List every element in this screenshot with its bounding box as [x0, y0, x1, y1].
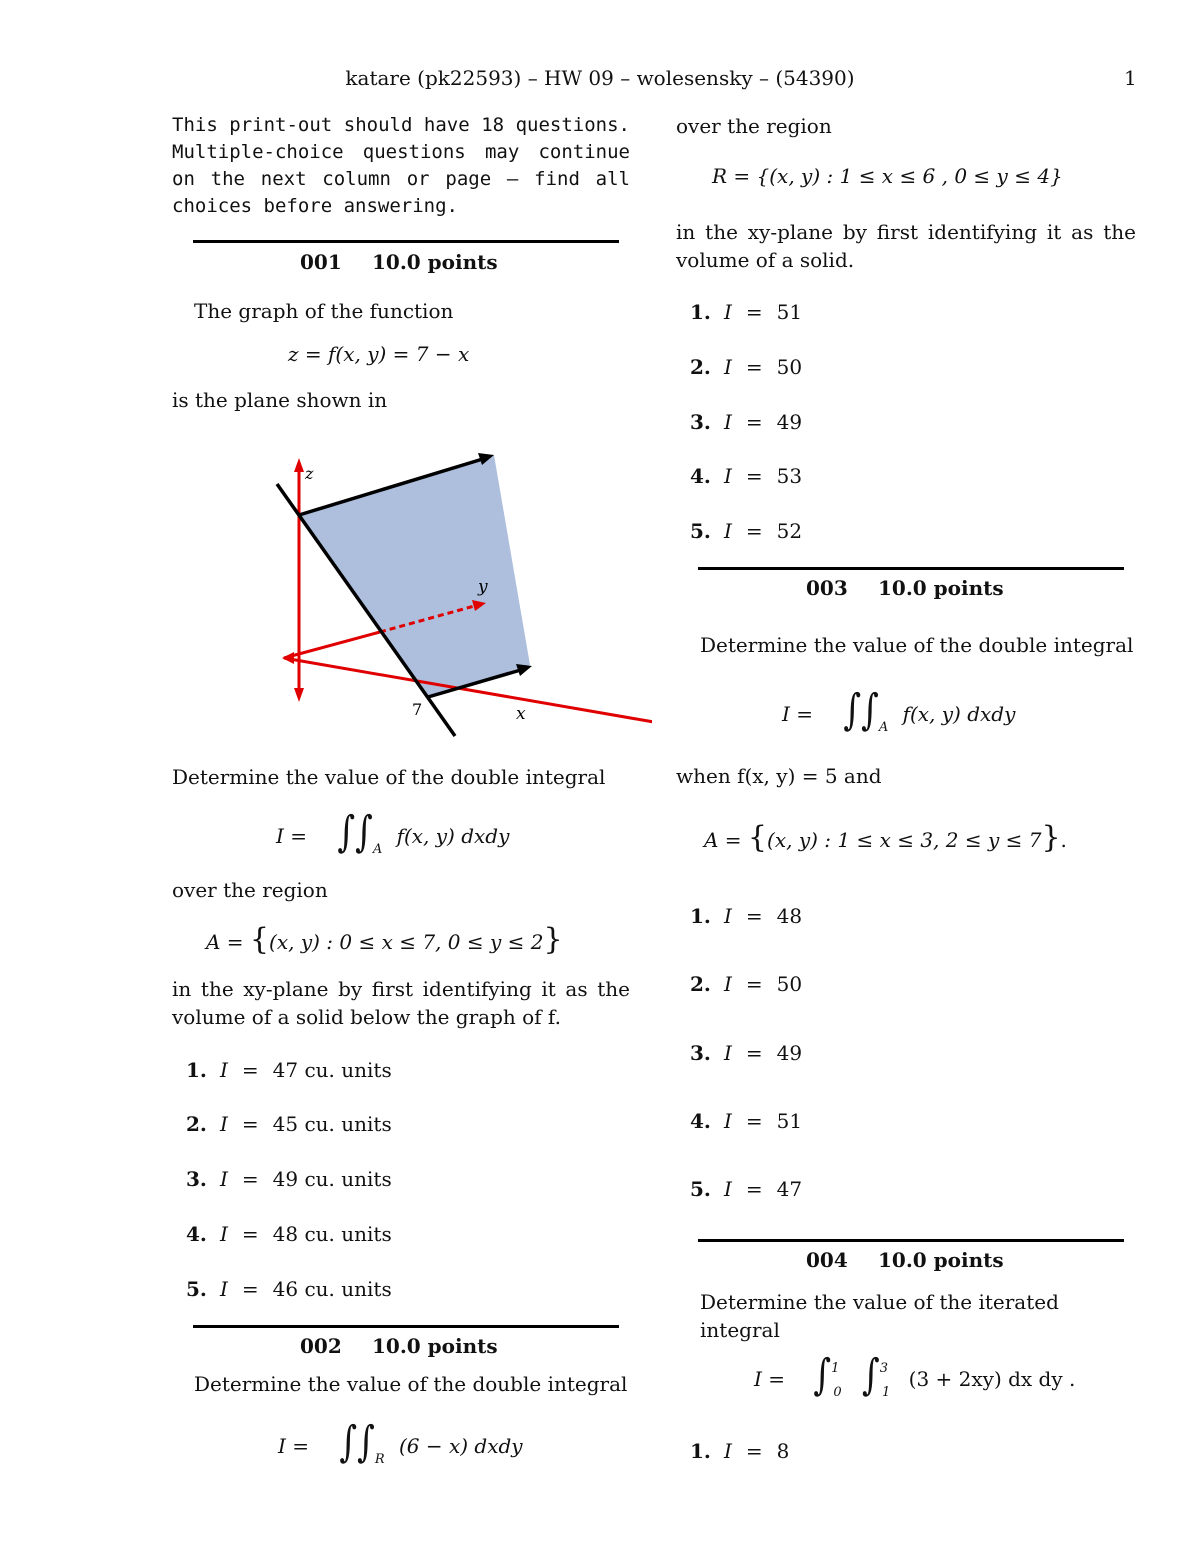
q3-text2: when f(x, y) = 5 and: [676, 764, 882, 788]
y-label: y: [478, 577, 488, 597]
outer-integral-sign: ∫: [813, 1350, 832, 1400]
q3-region: A = {(x, y) : 1 ≤ x ≤ 3, 2 ≤ y ≤ 7}.: [704, 820, 1067, 855]
choice-value: 46 cu. units: [272, 1277, 392, 1301]
q1-text2: is the plane shown in: [172, 388, 388, 412]
q4-integral: [754, 1350, 1076, 1400]
choice-variable: I: [724, 355, 732, 379]
q2-region: R = {(x, y) : 1 ≤ x ≤ 6 , 0 ≤ y ≤ 4}: [712, 164, 1063, 188]
q1-integral-sub: A: [372, 842, 383, 857]
choice-equals: =: [745, 1109, 763, 1133]
choice-variable: I: [724, 519, 732, 543]
answer-choice[interactable]: [690, 464, 802, 488]
q3-number: 003: [806, 576, 848, 600]
choice-number: 1.: [186, 1058, 207, 1082]
choice-variable: I: [220, 1058, 228, 1082]
choice-number: 3.: [186, 1167, 207, 1191]
q4-inner-lower: 1: [882, 1385, 891, 1400]
choice-equals: =: [745, 1439, 763, 1463]
choice-variable: I: [724, 1177, 732, 1201]
right-brace: }: [543, 922, 563, 957]
choice-variable: I: [724, 300, 732, 324]
choice-number: 3.: [690, 410, 711, 434]
choice-value: 47 cu. units: [272, 1058, 392, 1082]
choice-number: 4.: [690, 464, 711, 488]
answer-choice[interactable]: [690, 355, 802, 379]
q3-points: 10.0 points: [878, 576, 1004, 600]
q4-integral-lhs: I =: [754, 1367, 786, 1391]
q3-region-lhs: A =: [704, 828, 742, 852]
q2-integral-sub: R: [374, 1452, 385, 1467]
choice-number: 2.: [690, 355, 711, 379]
answer-choice[interactable]: [690, 410, 802, 434]
choice-equals: =: [745, 355, 763, 379]
choice-value: 49: [776, 410, 803, 434]
choice-equals: =: [241, 1112, 259, 1136]
choice-variable: I: [220, 1167, 228, 1191]
choice-equals: =: [241, 1222, 259, 1246]
answer-choice[interactable]: [186, 1167, 392, 1191]
left-brace: {: [249, 922, 270, 957]
q1-integral: [276, 807, 510, 857]
choice-equals: =: [745, 972, 763, 996]
q3-integral-lhs: I =: [782, 702, 814, 726]
inner-integral-sign: ∫: [862, 1350, 880, 1400]
choice-number: 4.: [186, 1222, 207, 1246]
choice-number: 3.: [690, 1041, 711, 1065]
choice-variable: I: [724, 1041, 732, 1065]
choice-number: 4.: [690, 1109, 711, 1133]
q4-inner-upper: 3: [879, 1361, 889, 1376]
choice-value: 8: [776, 1439, 790, 1463]
choice-value: 47: [776, 1177, 803, 1201]
answer-choice[interactable]: [690, 1177, 802, 1201]
q1-text5: in the xy-plane by first identifying it as the volume of a solid below the graph of f.: [172, 977, 630, 1029]
q4-outer-upper: 1: [831, 1361, 840, 1376]
choice-value: 53: [776, 464, 803, 488]
choice-value: 51: [776, 300, 803, 324]
choice-value: 48: [776, 904, 803, 928]
choice-equals: =: [745, 519, 763, 543]
x-label: x: [516, 704, 526, 724]
tick-7-label: 7: [412, 700, 423, 719]
q4-heading: [806, 1248, 1004, 1272]
double-integral-sign: ∫∫: [337, 807, 373, 857]
q1-number: 001: [300, 250, 342, 274]
q1-region-lhs: A =: [206, 930, 244, 954]
q1-function: z = f(x, y) = 7 − x: [288, 342, 470, 366]
double-integral-sign: ∫∫: [843, 685, 879, 735]
plane-figure: [272, 440, 652, 750]
choice-variable: I: [724, 1109, 732, 1133]
choice-number: 5.: [186, 1277, 207, 1301]
q3-region-body: (x, y) : 1 ≤ x ≤ 3, 2 ≤ y ≤ 7: [767, 828, 1042, 852]
choice-equals: =: [745, 464, 763, 488]
answer-choice[interactable]: [690, 1109, 802, 1133]
choice-value: 52: [776, 519, 803, 543]
header-title: katare (pk22593) – HW 09 – wolesensky – (54390): [345, 66, 855, 90]
choice-number: 2.: [186, 1112, 207, 1136]
choice-variable: I: [724, 1439, 732, 1463]
q4-number: 004: [806, 1248, 848, 1272]
q2-text3: in the xy-plane by first identifying it as the volume of a solid.: [676, 220, 1136, 272]
choice-value: 50: [776, 972, 803, 996]
q3-text1: Determine the value of the double integral: [700, 633, 1134, 657]
q2-text1: Determine the value of the double integral: [194, 1372, 628, 1396]
q3-integrand: f(x, y) dxdy: [902, 702, 1016, 726]
q1-points: 10.0 points: [372, 250, 498, 274]
q2-integral-lhs: I =: [278, 1434, 310, 1458]
q1-text3: Determine the value of the double integral: [172, 765, 606, 789]
q2-points: 10.0 points: [372, 1334, 498, 1358]
choice-variable: I: [724, 972, 732, 996]
q1-region: [206, 922, 563, 957]
q4-outer-lower: 0: [833, 1385, 842, 1400]
choice-value: 49 cu. units: [272, 1167, 392, 1191]
answer-choice[interactable]: [186, 1277, 392, 1301]
choice-value: 50: [776, 355, 803, 379]
choice-value: 48 cu. units: [272, 1222, 392, 1246]
answer-choice[interactable]: [690, 1041, 802, 1065]
choice-value: 45 cu. units: [272, 1112, 392, 1136]
plane-surface: [299, 455, 530, 697]
q3-integral-sub: A: [878, 720, 889, 735]
intro-text: This print-out should have 18 questions. Multiple-choice questions may continue on the next column or page – find all choices before answering.: [172, 114, 630, 217]
choice-equals: =: [745, 300, 763, 324]
q1-text1: The graph of the function: [194, 299, 454, 323]
answer-choice[interactable]: [690, 1439, 789, 1463]
choice-number: 5.: [690, 1177, 711, 1201]
answer-choice[interactable]: [186, 1222, 392, 1246]
q3-heading: [806, 576, 1004, 600]
q3-integral: [782, 685, 1016, 735]
choice-variable: I: [724, 464, 732, 488]
answer-choice[interactable]: [690, 300, 802, 324]
choice-number: 2.: [690, 972, 711, 996]
choice-number: 1.: [690, 1439, 711, 1463]
choice-equals: =: [745, 1041, 763, 1065]
z-label: z: [305, 464, 314, 483]
lower-edge-arrow: [516, 664, 532, 676]
q1-integral-lhs: I =: [276, 824, 308, 848]
choice-equals: =: [745, 410, 763, 434]
choice-equals: =: [745, 1177, 763, 1201]
q2-number: 002: [300, 1334, 342, 1358]
choice-equals: =: [241, 1167, 259, 1191]
choice-variable: I: [220, 1222, 228, 1246]
z-axis-arrow-up: [294, 458, 304, 472]
choice-equals: =: [241, 1277, 259, 1301]
choice-value: 49: [776, 1041, 803, 1065]
answer-choice[interactable]: [186, 1112, 392, 1136]
choice-number: 1.: [690, 904, 711, 928]
q4-text1: Determine the value of the iterated integral: [700, 1290, 1059, 1342]
q1-integrand: f(x, y) dxdy: [396, 824, 510, 848]
q2-heading: [300, 1334, 498, 1358]
answer-choice[interactable]: [186, 1058, 392, 1082]
q2-text2: over the region: [676, 114, 832, 138]
q1-heading: [300, 250, 498, 274]
q4-points: 10.0 points: [878, 1248, 1004, 1272]
choice-variable: I: [724, 410, 732, 434]
answer-choice[interactable]: [690, 972, 802, 996]
q2-integrand: (6 − x) dxdy: [398, 1434, 523, 1458]
q3-divider: [698, 567, 1124, 570]
q2-integral: [278, 1417, 523, 1467]
q4-divider: [698, 1239, 1124, 1242]
right-brace: }: [1041, 820, 1061, 855]
choice-equals: =: [241, 1058, 259, 1082]
left-brace: {: [747, 820, 768, 855]
page-number: 1: [1124, 66, 1137, 90]
q1-divider: [193, 240, 619, 243]
q2-divider: [193, 1325, 619, 1328]
choice-equals: =: [745, 904, 763, 928]
choice-value: 51: [776, 1109, 803, 1133]
origin-arrow-left: [282, 652, 294, 664]
z-axis-arrow-down: [294, 688, 304, 702]
q4-integrand: (3 + 2xy) dx dy .: [908, 1367, 1076, 1391]
choice-number: 5.: [690, 519, 711, 543]
answer-choice[interactable]: [690, 904, 802, 928]
q1-text4: over the region: [172, 878, 328, 902]
double-integral-sign: ∫∫: [339, 1417, 375, 1467]
choice-variable: I: [220, 1112, 228, 1136]
choice-variable: I: [220, 1277, 228, 1301]
q1-region-body: (x, y) : 0 ≤ x ≤ 7, 0 ≤ y ≤ 2: [269, 930, 544, 954]
page-header: [0, 66, 1200, 96]
choice-number: 1.: [690, 300, 711, 324]
choice-variable: I: [724, 904, 732, 928]
answer-choice[interactable]: [690, 519, 802, 543]
